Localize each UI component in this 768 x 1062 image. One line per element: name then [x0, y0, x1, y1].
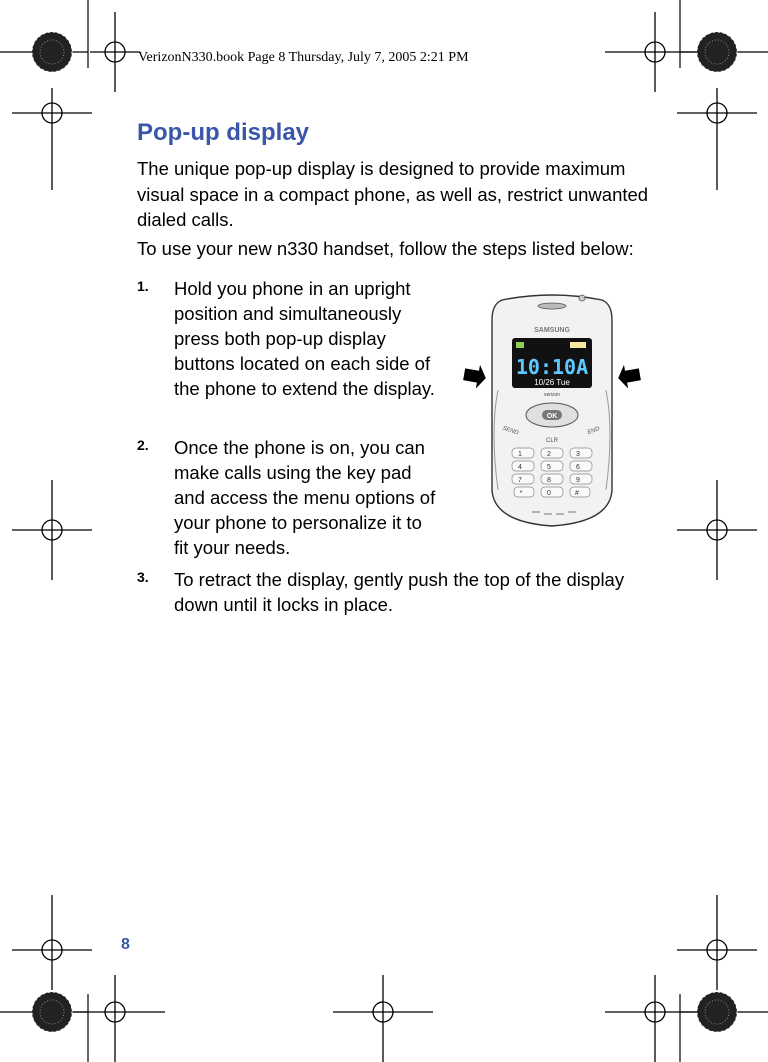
screen-date: 10/26 Tue — [534, 378, 570, 387]
crosshair-icon — [605, 12, 705, 92]
key-7: 7 — [518, 477, 522, 484]
crosshair-icon — [605, 975, 705, 1062]
brand-label: SAMSUNG — [534, 327, 570, 334]
step-number: 2. — [137, 437, 149, 453]
key-2: 2 — [547, 451, 551, 458]
key-9: 9 — [576, 477, 580, 484]
key-6: 6 — [576, 464, 580, 471]
crosshair-icon — [333, 975, 433, 1062]
key-0: 0 — [547, 490, 551, 497]
send-key: SEND — [501, 425, 520, 437]
crosshair-icon — [677, 480, 757, 580]
screen-clock: 10:10A — [515, 355, 589, 379]
step-number: 1. — [137, 278, 149, 294]
crosshair-icon — [12, 88, 92, 190]
step-text: To retract the display, gently push the top of the display down until it locks in place. — [174, 569, 625, 615]
starburst-icon — [697, 32, 737, 72]
key-3: 3 — [576, 451, 580, 458]
starburst-icon — [697, 992, 737, 1032]
key-5: 5 — [547, 464, 551, 471]
crosshair-icon — [90, 12, 140, 92]
lead-paragraph: To use your new n330 handset, follow the steps listed below: — [137, 238, 634, 259]
left-arrow-icon — [462, 362, 488, 389]
book-stamp: VerizonN330.book Page 8 Thursday, July 7, 2005 2:21 PM — [138, 50, 469, 65]
phone-illustration — [462, 290, 642, 530]
key-8: 8 — [547, 477, 551, 484]
key-hash: # — [575, 490, 579, 497]
crosshair-icon — [12, 480, 92, 580]
right-arrow-icon — [616, 362, 642, 389]
intro-paragraph: The unique pop-up display is designed to provide maximum visual space in a compact phone, as well as, restrict unwanted dialed calls. — [137, 158, 649, 230]
key-4: 4 — [518, 464, 522, 471]
step-text: Once the phone is on, you can make calls using the key pad and access the menu options of your phone to personalize it to fit your needs. — [174, 437, 436, 558]
carrier-label: verizon — [543, 392, 561, 398]
clr-key: CLR — [545, 438, 559, 444]
crosshair-icon — [677, 895, 757, 990]
end-key: END — [586, 426, 601, 436]
key-1: 1 — [518, 451, 522, 458]
crosshair-icon — [12, 895, 92, 990]
step-text: Hold you phone in an upright position and simultaneously press both pop-up display buttons located on each side of the phone to extend the display. — [174, 278, 435, 399]
page-title: Pop-up display — [137, 119, 310, 146]
page-number: 8 — [121, 936, 130, 953]
starburst-icon — [32, 992, 72, 1032]
key-star: * — [519, 490, 523, 497]
step-number: 3. — [137, 569, 149, 585]
crosshair-icon — [65, 975, 165, 1062]
starburst-icon — [32, 32, 72, 72]
ok-key: OK — [546, 413, 558, 420]
crosshair-icon — [677, 88, 757, 190]
